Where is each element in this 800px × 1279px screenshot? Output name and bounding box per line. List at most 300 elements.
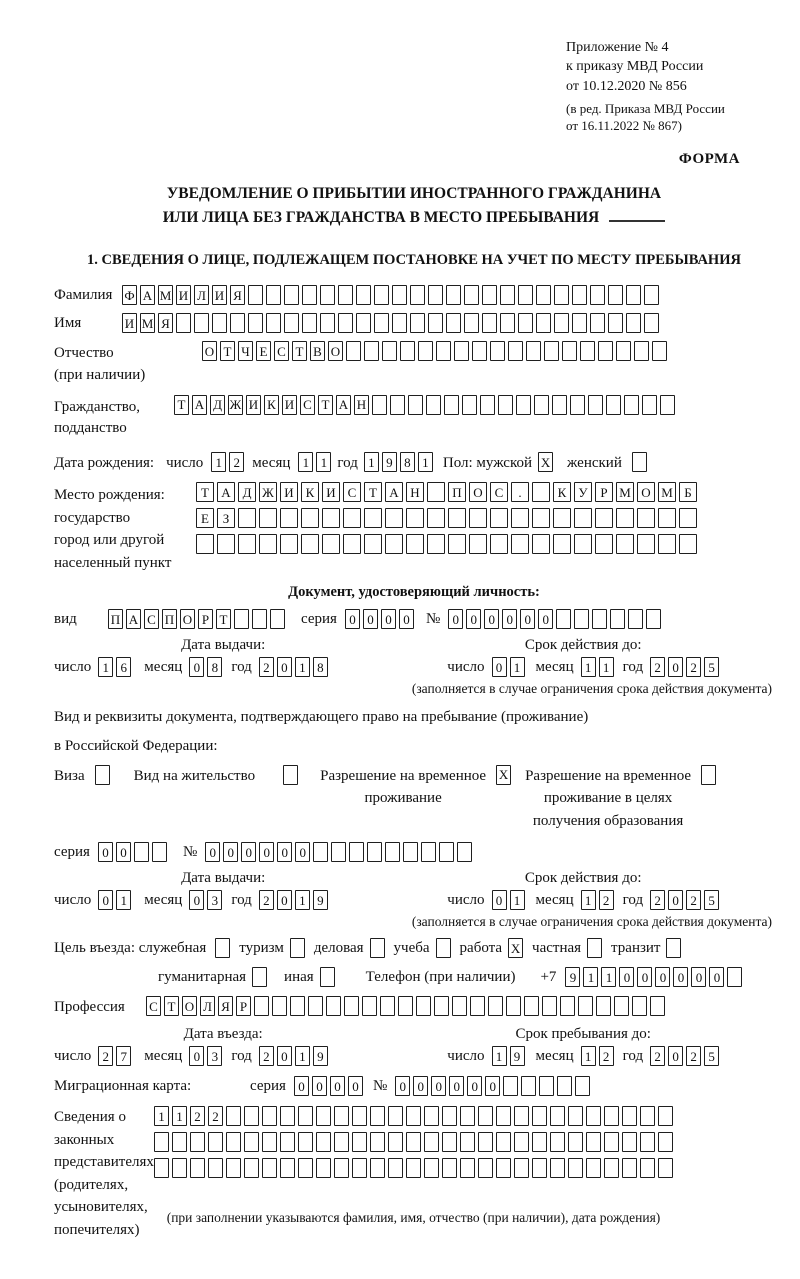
char-cell[interactable]	[553, 508, 571, 528]
char-cell[interactable]	[390, 395, 405, 415]
char-cell[interactable]: 9	[313, 1046, 328, 1066]
char-cell[interactable]	[498, 395, 513, 415]
char-cell[interactable]: 0	[345, 609, 360, 629]
char-cell[interactable]: 1	[211, 452, 226, 472]
char-cell[interactable]	[380, 996, 395, 1016]
char-cell[interactable]	[608, 285, 623, 305]
char-cell[interactable]: X	[496, 765, 511, 785]
char-cell[interactable]	[568, 1106, 583, 1126]
char-cell[interactable]	[385, 534, 403, 554]
char-cell[interactable]	[427, 534, 445, 554]
char-cell[interactable]: М	[658, 482, 676, 502]
char-cell[interactable]: И	[122, 313, 137, 333]
char-cell[interactable]	[588, 395, 603, 415]
char-cell[interactable]	[514, 1106, 529, 1126]
char-cell[interactable]	[316, 1158, 331, 1178]
char-cell[interactable]	[496, 1132, 511, 1152]
char-cell[interactable]	[634, 341, 649, 361]
char-cell[interactable]: 9	[382, 452, 397, 472]
char-cell[interactable]	[570, 395, 585, 415]
char-cell[interactable]	[482, 313, 497, 333]
char-cell[interactable]: И	[280, 482, 298, 502]
char-cell[interactable]	[382, 341, 397, 361]
char-cell[interactable]: К	[301, 482, 319, 502]
char-cell[interactable]	[539, 1076, 554, 1096]
char-cell[interactable]	[640, 1106, 655, 1126]
char-cell[interactable]: Р	[595, 482, 613, 502]
char-cell[interactable]: 1	[172, 1106, 187, 1126]
char-cell[interactable]	[252, 967, 267, 987]
char-cell[interactable]	[217, 534, 235, 554]
char-cell[interactable]	[301, 534, 319, 554]
char-cell[interactable]: А	[126, 609, 141, 629]
char-cell[interactable]	[424, 1132, 439, 1152]
char-cell[interactable]	[622, 1132, 637, 1152]
char-cell[interactable]	[215, 938, 230, 958]
char-cell[interactable]	[578, 996, 593, 1016]
char-cell[interactable]	[500, 313, 515, 333]
char-cell[interactable]	[392, 313, 407, 333]
char-cell[interactable]	[172, 1132, 187, 1152]
char-cell[interactable]	[352, 1132, 367, 1152]
char-cell[interactable]	[550, 1158, 565, 1178]
char-cell[interactable]	[424, 1158, 439, 1178]
char-cell[interactable]	[238, 534, 256, 554]
char-cell[interactable]	[536, 285, 551, 305]
char-cell[interactable]	[568, 1132, 583, 1152]
char-cell[interactable]	[460, 1158, 475, 1178]
char-cell[interactable]: 1	[295, 1046, 310, 1066]
char-cell[interactable]	[338, 313, 353, 333]
char-cell[interactable]	[646, 609, 661, 629]
char-cell[interactable]	[606, 395, 621, 415]
char-cell[interactable]	[280, 508, 298, 528]
char-cell[interactable]	[388, 1132, 403, 1152]
char-cell[interactable]	[172, 1158, 187, 1178]
char-cell[interactable]	[446, 285, 461, 305]
char-cell[interactable]	[388, 1106, 403, 1126]
char-cell[interactable]: 0	[189, 1046, 204, 1066]
char-cell[interactable]	[364, 534, 382, 554]
char-cell[interactable]	[472, 341, 487, 361]
char-cell[interactable]: 9	[565, 967, 580, 987]
char-cell[interactable]	[521, 1076, 536, 1096]
char-cell[interactable]	[532, 534, 550, 554]
char-cell[interactable]: Ж	[259, 482, 277, 502]
char-cell[interactable]	[574, 534, 592, 554]
char-cell[interactable]: С	[146, 996, 161, 1016]
char-cell[interactable]	[334, 1158, 349, 1178]
char-cell[interactable]	[234, 609, 249, 629]
char-cell[interactable]	[514, 1132, 529, 1152]
char-cell[interactable]	[298, 1132, 313, 1152]
char-cell[interactable]: К	[264, 395, 279, 415]
char-cell[interactable]	[604, 1132, 619, 1152]
char-cell[interactable]	[190, 1158, 205, 1178]
char-cell[interactable]: У	[574, 482, 592, 502]
char-cell[interactable]	[352, 1158, 367, 1178]
char-cell[interactable]	[316, 1132, 331, 1152]
char-cell[interactable]: 0	[277, 1046, 292, 1066]
char-cell[interactable]: 1	[492, 1046, 507, 1066]
char-cell[interactable]	[464, 285, 479, 305]
char-cell[interactable]: П	[108, 609, 123, 629]
char-cell[interactable]	[595, 534, 613, 554]
char-cell[interactable]: .	[511, 482, 529, 502]
char-cell[interactable]: 0	[381, 609, 396, 629]
char-cell[interactable]: X	[538, 452, 553, 472]
char-cell[interactable]	[526, 341, 541, 361]
char-cell[interactable]	[424, 1106, 439, 1126]
char-cell[interactable]: Ж	[228, 395, 243, 415]
char-cell[interactable]	[190, 1132, 205, 1152]
char-cell[interactable]: А	[385, 482, 403, 502]
char-cell[interactable]	[616, 534, 634, 554]
char-cell[interactable]	[574, 609, 589, 629]
char-cell[interactable]: К	[553, 482, 571, 502]
char-cell[interactable]	[436, 938, 451, 958]
char-cell[interactable]: 1	[599, 657, 614, 677]
char-cell[interactable]: 0	[348, 1076, 363, 1096]
char-cell[interactable]	[436, 341, 451, 361]
char-cell[interactable]	[469, 508, 487, 528]
char-cell[interactable]	[298, 1158, 313, 1178]
char-cell[interactable]	[544, 341, 559, 361]
char-cell[interactable]	[642, 395, 657, 415]
char-cell[interactable]: 2	[259, 1046, 274, 1066]
char-cell[interactable]	[427, 508, 445, 528]
char-cell[interactable]: Д	[210, 395, 225, 415]
char-cell[interactable]	[421, 842, 436, 862]
char-cell[interactable]: 0	[466, 609, 481, 629]
char-cell[interactable]	[244, 1158, 259, 1178]
char-cell[interactable]	[658, 508, 676, 528]
char-cell[interactable]	[470, 996, 485, 1016]
char-cell[interactable]	[626, 285, 641, 305]
char-cell[interactable]	[338, 285, 353, 305]
char-cell[interactable]	[554, 285, 569, 305]
char-cell[interactable]: 0	[668, 890, 683, 910]
char-cell[interactable]	[572, 313, 587, 333]
char-cell[interactable]: 0	[709, 967, 724, 987]
char-cell[interactable]	[500, 285, 515, 305]
char-cell[interactable]	[442, 1132, 457, 1152]
char-cell[interactable]	[598, 341, 613, 361]
char-cell[interactable]	[637, 508, 655, 528]
char-cell[interactable]: 2	[686, 657, 701, 677]
char-cell[interactable]	[496, 1106, 511, 1126]
char-cell[interactable]: А	[192, 395, 207, 415]
char-cell[interactable]: 1	[510, 657, 525, 677]
char-cell[interactable]: 0	[295, 842, 310, 862]
char-cell[interactable]: 2	[190, 1106, 205, 1126]
char-cell[interactable]: Я	[230, 285, 245, 305]
char-cell[interactable]	[614, 996, 629, 1016]
char-cell[interactable]: 0	[467, 1076, 482, 1096]
char-cell[interactable]: 0	[98, 842, 113, 862]
char-cell[interactable]	[298, 1106, 313, 1126]
char-cell[interactable]: С	[274, 341, 289, 361]
char-cell[interactable]: Д	[238, 482, 256, 502]
char-cell[interactable]	[490, 508, 508, 528]
char-cell[interactable]: О	[637, 482, 655, 502]
char-cell[interactable]	[290, 938, 305, 958]
char-cell[interactable]: 1	[583, 967, 598, 987]
char-cell[interactable]: 0	[492, 890, 507, 910]
char-cell[interactable]	[658, 534, 676, 554]
char-cell[interactable]: Л	[194, 285, 209, 305]
char-cell[interactable]	[590, 285, 605, 305]
char-cell[interactable]: 6	[116, 657, 131, 677]
char-cell[interactable]: Я	[218, 996, 233, 1016]
char-cell[interactable]	[592, 609, 607, 629]
char-cell[interactable]	[398, 996, 413, 1016]
char-cell[interactable]	[503, 1076, 518, 1096]
char-cell[interactable]	[478, 1158, 493, 1178]
char-cell[interactable]	[506, 996, 521, 1016]
char-cell[interactable]: 2	[259, 890, 274, 910]
char-cell[interactable]	[532, 1106, 547, 1126]
char-cell[interactable]	[408, 395, 423, 415]
char-cell[interactable]	[428, 285, 443, 305]
char-cell[interactable]	[230, 313, 245, 333]
char-cell[interactable]: 7	[116, 1046, 131, 1066]
char-cell[interactable]	[469, 534, 487, 554]
char-cell[interactable]	[208, 1158, 223, 1178]
char-cell[interactable]	[587, 938, 602, 958]
char-cell[interactable]	[95, 765, 110, 785]
char-cell[interactable]	[701, 765, 716, 785]
char-cell[interactable]: А	[140, 285, 155, 305]
char-cell[interactable]	[364, 508, 382, 528]
char-cell[interactable]	[280, 1132, 295, 1152]
char-cell[interactable]	[553, 534, 571, 554]
char-cell[interactable]: 0	[492, 657, 507, 677]
char-cell[interactable]: Р	[198, 609, 213, 629]
char-cell[interactable]: 5	[704, 890, 719, 910]
char-cell[interactable]: Ч	[238, 341, 253, 361]
char-cell[interactable]	[632, 452, 647, 472]
char-cell[interactable]	[370, 1106, 385, 1126]
char-cell[interactable]	[622, 1106, 637, 1126]
char-cell[interactable]	[226, 1132, 241, 1152]
char-cell[interactable]	[370, 938, 385, 958]
char-cell[interactable]	[270, 609, 285, 629]
char-cell[interactable]	[416, 996, 431, 1016]
char-cell[interactable]	[349, 842, 364, 862]
char-cell[interactable]: 0	[485, 1076, 500, 1096]
char-cell[interactable]: Е	[196, 508, 214, 528]
char-cell[interactable]	[560, 996, 575, 1016]
char-cell[interactable]	[644, 313, 659, 333]
char-cell[interactable]	[508, 341, 523, 361]
char-cell[interactable]: 5	[704, 1046, 719, 1066]
char-cell[interactable]: 2	[650, 657, 665, 677]
char-cell[interactable]: 1	[418, 452, 433, 472]
char-cell[interactable]: 0	[668, 657, 683, 677]
char-cell[interactable]	[385, 508, 403, 528]
char-cell[interactable]	[385, 842, 400, 862]
char-cell[interactable]	[370, 1158, 385, 1178]
char-cell[interactable]: 2	[98, 1046, 113, 1066]
char-cell[interactable]	[557, 1076, 572, 1096]
char-cell[interactable]	[280, 1158, 295, 1178]
char-cell[interactable]	[154, 1158, 169, 1178]
char-cell[interactable]: 0	[448, 609, 463, 629]
char-cell[interactable]	[313, 842, 328, 862]
char-cell[interactable]	[488, 996, 503, 1016]
char-cell[interactable]: И	[322, 482, 340, 502]
char-cell[interactable]	[259, 508, 277, 528]
char-cell[interactable]	[604, 1158, 619, 1178]
char-cell[interactable]: 1	[364, 452, 379, 472]
char-cell[interactable]: О	[202, 341, 217, 361]
char-cell[interactable]	[640, 1158, 655, 1178]
char-cell[interactable]: 1	[510, 890, 525, 910]
char-cell[interactable]	[410, 313, 425, 333]
char-cell[interactable]: Р	[236, 996, 251, 1016]
char-cell[interactable]	[660, 395, 675, 415]
char-cell[interactable]	[272, 996, 287, 1016]
char-cell[interactable]: 2	[259, 657, 274, 677]
char-cell[interactable]: Т	[216, 609, 231, 629]
char-cell[interactable]	[460, 1132, 475, 1152]
char-cell[interactable]	[514, 1158, 529, 1178]
char-cell[interactable]: 2	[599, 1046, 614, 1066]
char-cell[interactable]	[406, 1132, 421, 1152]
char-cell[interactable]	[322, 508, 340, 528]
char-cell[interactable]: Т	[364, 482, 382, 502]
char-cell[interactable]	[326, 996, 341, 1016]
char-cell[interactable]	[290, 996, 305, 1016]
char-cell[interactable]	[238, 508, 256, 528]
char-cell[interactable]	[511, 534, 529, 554]
char-cell[interactable]	[454, 341, 469, 361]
char-cell[interactable]: И	[212, 285, 227, 305]
char-cell[interactable]	[428, 313, 443, 333]
char-cell[interactable]	[259, 534, 277, 554]
char-cell[interactable]: 0	[363, 609, 378, 629]
char-cell[interactable]	[586, 1158, 601, 1178]
char-cell[interactable]	[248, 285, 263, 305]
char-cell[interactable]: Т	[174, 395, 189, 415]
char-cell[interactable]: В	[310, 341, 325, 361]
char-cell[interactable]	[280, 534, 298, 554]
char-cell[interactable]	[480, 395, 495, 415]
char-cell[interactable]	[490, 534, 508, 554]
char-cell[interactable]	[496, 1158, 511, 1178]
char-cell[interactable]: 1	[98, 657, 113, 677]
char-cell[interactable]	[550, 1132, 565, 1152]
char-cell[interactable]: И	[176, 285, 191, 305]
char-cell[interactable]	[356, 285, 371, 305]
char-cell[interactable]: 2	[650, 1046, 665, 1066]
char-cell[interactable]	[452, 996, 467, 1016]
char-cell[interactable]: 0	[619, 967, 634, 987]
char-cell[interactable]	[262, 1132, 277, 1152]
char-cell[interactable]	[208, 1132, 223, 1152]
char-cell[interactable]: 1	[601, 967, 616, 987]
char-cell[interactable]: П	[162, 609, 177, 629]
char-cell[interactable]	[374, 313, 389, 333]
char-cell[interactable]	[556, 609, 571, 629]
char-cell[interactable]	[624, 395, 639, 415]
char-cell[interactable]: Я	[158, 313, 173, 333]
char-cell[interactable]: 1	[116, 890, 131, 910]
char-cell[interactable]	[266, 313, 281, 333]
char-cell[interactable]: 0	[413, 1076, 428, 1096]
char-cell[interactable]	[652, 341, 667, 361]
char-cell[interactable]: О	[182, 996, 197, 1016]
char-cell[interactable]	[572, 285, 587, 305]
char-cell[interactable]	[727, 967, 742, 987]
char-cell[interactable]: Б	[679, 482, 697, 502]
char-cell[interactable]	[308, 996, 323, 1016]
char-cell[interactable]: И	[282, 395, 297, 415]
char-cell[interactable]	[511, 508, 529, 528]
char-cell[interactable]	[679, 508, 697, 528]
char-cell[interactable]: М	[616, 482, 634, 502]
char-cell[interactable]	[442, 1158, 457, 1178]
char-cell[interactable]: С	[144, 609, 159, 629]
char-cell[interactable]	[406, 1158, 421, 1178]
char-cell[interactable]	[343, 508, 361, 528]
char-cell[interactable]	[406, 1106, 421, 1126]
char-cell[interactable]	[418, 341, 433, 361]
char-cell[interactable]: С	[490, 482, 508, 502]
char-cell[interactable]	[552, 395, 567, 415]
char-cell[interactable]: 0	[277, 890, 292, 910]
char-cell[interactable]	[196, 534, 214, 554]
char-cell[interactable]: X	[508, 938, 523, 958]
char-cell[interactable]	[608, 313, 623, 333]
char-cell[interactable]	[374, 285, 389, 305]
char-cell[interactable]: 0	[484, 609, 499, 629]
char-cell[interactable]	[320, 313, 335, 333]
char-cell[interactable]	[392, 285, 407, 305]
char-cell[interactable]: 1	[154, 1106, 169, 1126]
char-cell[interactable]	[334, 1132, 349, 1152]
char-cell[interactable]	[262, 1158, 277, 1178]
char-cell[interactable]: 0	[189, 657, 204, 677]
char-cell[interactable]: Н	[354, 395, 369, 415]
char-cell[interactable]: Т	[196, 482, 214, 502]
char-cell[interactable]	[610, 609, 625, 629]
char-cell[interactable]	[666, 938, 681, 958]
char-cell[interactable]	[406, 534, 424, 554]
char-cell[interactable]	[542, 996, 557, 1016]
char-cell[interactable]: 0	[277, 842, 292, 862]
char-cell[interactable]: С	[300, 395, 315, 415]
char-cell[interactable]	[302, 285, 317, 305]
char-cell[interactable]	[316, 1106, 331, 1126]
char-cell[interactable]: Л	[200, 996, 215, 1016]
char-cell[interactable]	[362, 996, 377, 1016]
char-cell[interactable]	[370, 1132, 385, 1152]
char-cell[interactable]: 1	[298, 452, 313, 472]
char-cell[interactable]	[388, 1158, 403, 1178]
char-cell[interactable]: 1	[316, 452, 331, 472]
char-cell[interactable]	[343, 534, 361, 554]
char-cell[interactable]	[367, 842, 382, 862]
char-cell[interactable]	[254, 996, 269, 1016]
char-cell[interactable]: Н	[406, 482, 424, 502]
char-cell[interactable]	[457, 842, 472, 862]
char-cell[interactable]	[550, 1106, 565, 1126]
char-cell[interactable]: 8	[313, 657, 328, 677]
char-cell[interactable]	[400, 341, 415, 361]
char-cell[interactable]: 8	[400, 452, 415, 472]
